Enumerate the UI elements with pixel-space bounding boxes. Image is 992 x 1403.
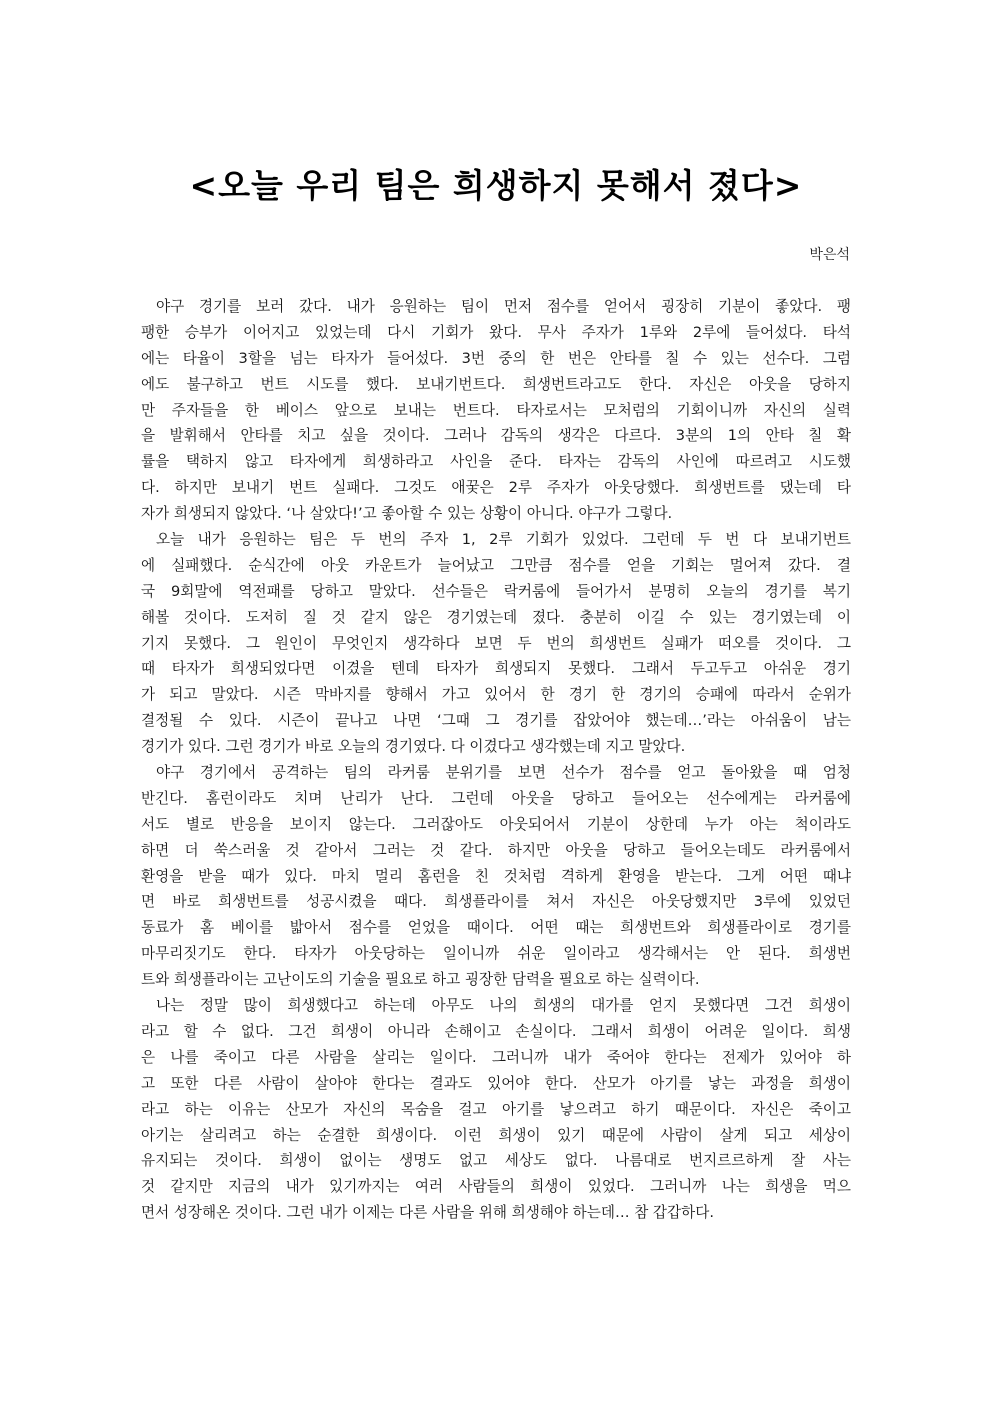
text-line: 아기는 살리려고 하는 순결한 희생이다. 이런 희생이 있기 때문에 사람이 살게 되고 세상이 — [141, 1126, 851, 1144]
text-line: 오늘 내가 응원하는 팀은 두 번의 주자 1, 2루 기회가 있었다. 그런데 두 번 다 보내기번트 — [156, 531, 851, 549]
text-line: 야구 경기에서 공격하는 팀의 라커룸 분위기를 보면 선수가 점수를 얻고 돌아왔을 때 엄청 — [156, 764, 851, 782]
text-line: 가 되고 말았다. 시즌 막바지를 향해서 가고 있어서 한 경기 한 경기의 승패에 따라서 순위가 — [141, 686, 851, 704]
text-line: 기지 못했다. 그 원인이 무엇인지 생각하다 보면 두 번의 희생번트 실패가 떠오를 것이다. 그 — [141, 634, 851, 652]
text-line: 라고 할 수 없다. 그건 희생이 아니라 손해이고 손실이다. 그래서 희생이 어려운 일이다. 희생 — [141, 1022, 851, 1040]
author-name: 박은석 — [809, 247, 850, 263]
paragraph — [141, 993, 851, 1226]
text-line: 유지되는 것이다. 희생이 없이는 생명도 없고 세상도 없다. 나름대로 번지르르하게 잘 사는 — [141, 1152, 851, 1170]
text-line: 동료가 홈 베이를 밟아서 점수를 얻었을 때이다. 어떤 때는 희생번트와 희생플라이로 경기를 — [141, 919, 851, 937]
text-line: 라고 하는 이유는 산모가 자신의 목숨을 걸고 아기를 낳으려고 하기 때문이다. 자신은 죽이고 — [141, 1100, 851, 1118]
text-line: 은 나를 죽이고 다른 사람을 살리는 일이다. 그러니까 내가 죽어야 한다는 전제가 있어야 하 — [141, 1048, 851, 1066]
text-line: 때 타자가 희생되었다면 이겼을 텐데 타자가 희생되지 못했다. 그래서 두고두고 아쉬운 경기 — [141, 660, 851, 678]
text-line: 나는 정말 많이 희생했다고 하는데 아무도 나의 희생의 대가를 얻지 못했다면 그건 희생이 — [156, 997, 851, 1015]
text-line: 것 같지만 지금의 내가 있기까지는 여러 사람들의 희생이 있었다. 그러니까 나는 희생을 먹으 — [141, 1178, 851, 1196]
text-line: 자가 희생되지 않았다. ‘나 살았다!’고 좋아할 수 있는 상황이 아니다. 야구가 그렇다. — [141, 505, 673, 523]
text-line: 률을 택하지 않고 타자에게 희생하라고 사인을 준다. 타자는 감독의 사인에 따르려고 시도했 — [141, 453, 851, 471]
text-line: 야구 경기를 보러 갔다. 내가 응원하는 팀이 먼저 점수를 얻어서 굉장히 기분이 좋았다. 팽 — [156, 298, 851, 315]
text-line: 국 9회말에 역전패를 당하고 말았다. 선수들은 락커룸에 들어가서 분명히 오늘의 경기를 복기 — [141, 582, 851, 600]
text-line: 경기가 있다. 그런 경기가 바로 오늘의 경기였다. 다 이겼다고 생각했는데 지고 말았다. — [141, 738, 686, 756]
text-line: 에도 불구하고 번트 시도를 했다. 보내기번트다. 희생번트라고도 한다. 자신은 아웃을 당하지 — [141, 375, 851, 393]
paragraph — [141, 527, 851, 760]
paragraph — [141, 294, 851, 527]
text-line: 팽한 승부가 이어지고 있었는데 다시 기회가 왔다. 무사 주자가 1루와 2루에 들어섰다. 타석 — [141, 323, 851, 341]
text-line: 트와 희생플라이는 고난이도의 기술을 필요로 하고 굉장한 담력을 필요로 하는 실력이다. — [141, 971, 700, 989]
text-line: 반긴다. 홈런이라도 치며 난리가 난다. 그런데 아웃을 당하고 들어오는 선수에게는 라커룸에 — [141, 789, 851, 807]
paragraph — [141, 760, 851, 993]
text-line: 면서 성장해온 것이다. 그런 내가 이제는 다른 사람을 위해 희생해야 하는데… 참 갑갑하다. — [141, 1204, 714, 1222]
text-line: 결정될 수 있다. 시즌이 끝나고 나면 ‘그때 그 경기를 잡았어야 했는데…’라는 아쉬움이 남는 — [141, 712, 851, 730]
text-line: 에 실패했다. 순식간에 아웃 카운트가 늘어났고 그만큼 점수를 얻을 기회는 멀어져 갔다. 결 — [141, 556, 851, 574]
text-line: 환영을 받을 때가 있다. 마치 멀리 홈런을 친 것처럼 격하게 환영을 받는다. 그게 어떤 때냐 — [141, 867, 851, 885]
text-line: 면 바로 희생번트를 성공시켰을 때다. 희생플라이를 쳐서 자신은 아웃당했지만 3루에 있었던 — [141, 893, 851, 911]
text-line: 만 주자들을 한 베이스 앞으로 보내는 번트다. 타자로서는 모처럼의 기회이니까 자신의 실력 — [141, 401, 851, 419]
document-body — [141, 294, 851, 1226]
text-line: 을 발휘해서 안타를 치고 싶을 것이다. 그러나 감독의 생각은 다르다. 3분의 1의 안타 칠 확 — [141, 427, 851, 445]
document-title: <오늘 우리 팀은 희생하지 못해서 졌다> — [189, 166, 803, 205]
text-line: 하면 더 쑥스러울 것 같아서 그러는 것 같다. 하지만 아웃을 당하고 들어오는데도 라커룸에서 — [141, 841, 851, 859]
text-line: 고 또한 다른 사람이 살아야 한다는 결과도 있어야 한다. 산모가 아기를 낳는 과정을 희생이 — [141, 1074, 851, 1092]
text-line: 서도 별로 반응을 보이지 않는다. 그러잖아도 아웃되어서 기분이 상한데 누가 아는 척이라도 — [141, 815, 851, 833]
text-line: 마무리짓기도 한다. 타자가 아웃당하는 일이니까 쉬운 일이라고 생각해서는 안 된다. 희생번 — [141, 945, 851, 963]
text-line: 다. 하지만 보내기 번트 실패다. 그것도 애꿎은 2루 주자가 아웃당했다. 희생번트를 댔는데 타 — [141, 479, 851, 497]
text-line: 해볼 것이다. 도저히 질 것 같지 않은 경기였는데 졌다. 충분히 이길 수 있는 경기였는데 이 — [141, 608, 851, 626]
text-line: 에는 타율이 3할을 넘는 타자가 들어섰다. 3번 중의 한 번은 안타를 칠 수 있는 선수다. 그럼 — [141, 349, 851, 367]
